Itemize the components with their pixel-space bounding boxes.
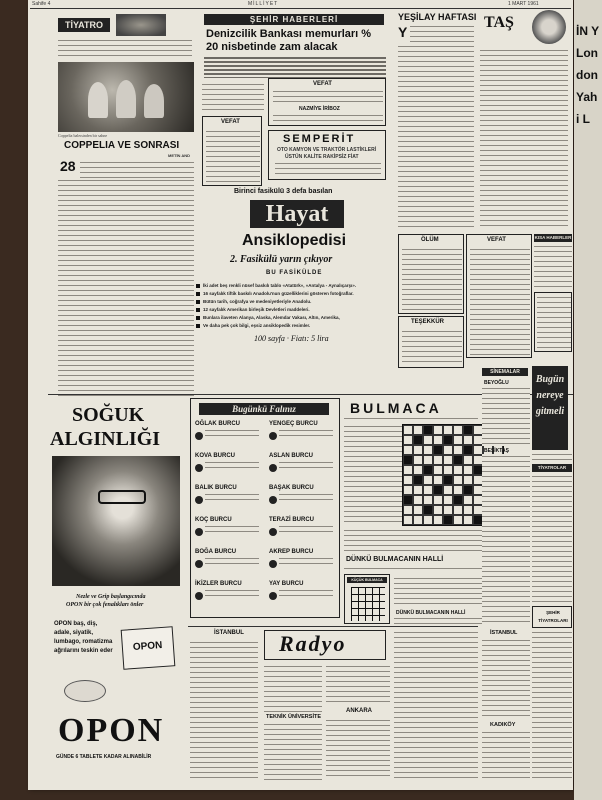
opon-slogan-1: Nezle ve Grip başlangıcında bbox=[76, 594, 146, 600]
bugun-line-3: gitmeli bbox=[535, 406, 565, 417]
burc-item: BOĞA BURCU bbox=[195, 549, 263, 581]
kisa-box-text bbox=[537, 295, 571, 351]
coppelia-drop-cap: 28 bbox=[60, 158, 76, 174]
zodiac-icon bbox=[269, 496, 277, 504]
tiyatrolar-title: TİYATROLAR bbox=[532, 464, 572, 472]
burc-right-col bbox=[269, 421, 337, 613]
semperit-title: SEMPERİT bbox=[283, 133, 356, 145]
hayat-bu-fasikulde: BU FASİKÜLDE bbox=[266, 270, 323, 276]
radyo-col-3 bbox=[326, 664, 390, 704]
burc-item: YENGEÇ BURCU bbox=[269, 421, 337, 453]
radyo-istanbul-list-2 bbox=[264, 664, 322, 712]
tiyatrolar-list bbox=[532, 474, 572, 604]
coppelia-text-2 bbox=[58, 178, 194, 396]
kadikoy-list bbox=[482, 730, 530, 780]
radyo-rule bbox=[188, 626, 478, 627]
ballet-photo bbox=[58, 62, 194, 132]
radyo-title: Radyo bbox=[279, 631, 347, 656]
bulmaca-sub bbox=[344, 416, 478, 422]
coppelia-text-1 bbox=[80, 160, 194, 178]
hayat-item: 12 sayfalık Amerikan birleşik Devletleri maddeleri. bbox=[196, 306, 392, 314]
vefat-2-text bbox=[273, 89, 383, 105]
radyo-ankara: ANKARA bbox=[346, 708, 372, 714]
paper-name: MİLLİYET bbox=[248, 1, 279, 7]
hayat-item: 16 sayfalık tiftik baskılı Anadolu'nun güzelliklerini gösteren fotoğraflar. bbox=[196, 290, 392, 298]
tesekkur-title: TEŞEKKÜR bbox=[411, 319, 445, 325]
hayat-pre: Birinci fasikülü 3 defa basılan bbox=[234, 188, 333, 195]
radyo-ankara-list bbox=[326, 718, 390, 780]
radyo-header-box bbox=[264, 630, 386, 660]
soguk-line2: ALGINLIĞI bbox=[50, 428, 161, 450]
burc-item: TERAZİ BURCU bbox=[269, 517, 337, 549]
zodiac-icon bbox=[195, 560, 203, 568]
radyo-teknik: TEKNİK ÜNİVERSİTE bbox=[266, 714, 322, 720]
vefat-1-text bbox=[206, 129, 260, 183]
opon-brand: OPON bbox=[58, 712, 165, 749]
bulmaca-clues-left bbox=[344, 424, 402, 524]
vefat-2-text-b bbox=[273, 113, 383, 123]
coppelia-heading: COPPELIA VE SONRASI bbox=[64, 140, 180, 151]
tiyatro-title: TİYATRO bbox=[58, 18, 110, 32]
kucuk-bulmaca-title: KÜÇÜK BULMACA bbox=[347, 577, 387, 583]
ballet-photo-caption: Coppelia baleısinden bir sahne bbox=[58, 133, 108, 138]
tasi-text bbox=[480, 48, 568, 230]
issue-date: 1 MART 1961 bbox=[508, 1, 539, 7]
sinemalar-area-2: BEŞİKTAŞ bbox=[484, 448, 509, 454]
tasi-title: TAŞ bbox=[484, 14, 514, 31]
bugun-line-2: nereye bbox=[536, 390, 564, 401]
zodiac-icon bbox=[269, 432, 277, 440]
opon-box-icon bbox=[121, 626, 176, 670]
vefat-1-title: VEFAT bbox=[221, 119, 240, 125]
hayat-price: 100 sayfa · Fiatı: 5 lira bbox=[254, 334, 329, 343]
burc-title: Bugünkü Falınız bbox=[199, 403, 329, 415]
coppelia-author: METİN AND bbox=[168, 153, 191, 158]
sinemalar-area-1: BEYOĞLU bbox=[484, 380, 509, 386]
bulmaca-solved-text bbox=[344, 566, 504, 572]
hayat-item: Ve daha pek çok bilgi, eşsiz ansiklopedik resimler. bbox=[196, 322, 392, 330]
kucuk-bulmaca bbox=[344, 574, 390, 624]
page-label: Sahife 4 bbox=[32, 1, 51, 7]
tesekkur-box bbox=[398, 316, 464, 368]
burc-left-col bbox=[195, 421, 263, 613]
yesilay-title: YEŞİLAY HAFTASI bbox=[398, 12, 477, 22]
kadikoy-title: KADIKÖY bbox=[490, 722, 516, 728]
kisa-text bbox=[534, 244, 572, 290]
hayat-subtitle: Ansiklopedisi bbox=[242, 232, 347, 249]
istanbul-cinema-title: İSTANBUL bbox=[490, 630, 518, 636]
tiyatro-intro-text bbox=[58, 38, 192, 60]
cartoon-face-icon bbox=[532, 10, 566, 44]
tesekkur-text bbox=[402, 329, 462, 365]
bugun-text bbox=[532, 452, 572, 462]
radyo-istanbul-list bbox=[190, 640, 258, 780]
burc-item: BAŞAK BURCU bbox=[269, 485, 337, 517]
burc-item: AKREP BURCU bbox=[269, 549, 337, 581]
sehir-text bbox=[204, 56, 386, 78]
bulmaca-sag: DÜNKÜ BULMACANIN HALLİ bbox=[396, 610, 466, 616]
vefat-box-2 bbox=[268, 78, 386, 126]
burc-item: BALIK BURCU bbox=[195, 485, 263, 517]
zodiac-icon bbox=[269, 592, 277, 600]
adjacent-page bbox=[574, 0, 602, 800]
sinemalar-list-1 bbox=[482, 386, 530, 446]
burc-item: İKİZLER BURCU bbox=[195, 581, 263, 613]
vefat-3-title: VEFAT bbox=[487, 237, 506, 243]
zodiac-icon bbox=[195, 528, 203, 536]
kisa-haberler-title: KISA HABERLER bbox=[534, 235, 572, 240]
vefat-2-name: NAZMİYE İRİBOZ bbox=[299, 106, 340, 112]
hayat-item: Bütün tarih, coğrafya ve medeniyetleriyle Anadolu. bbox=[196, 298, 392, 306]
bugun-line-1: Bugün bbox=[535, 374, 565, 385]
hayat-items bbox=[196, 282, 392, 330]
semperit-line1: OTO KAMYON VE TRAKTÖR LASTİKLERİ bbox=[277, 147, 377, 153]
vefat-2-title: VEFAT bbox=[313, 81, 332, 87]
vefat-3-text bbox=[470, 247, 530, 355]
radyo-col-4 bbox=[394, 630, 478, 780]
zodiac-icon bbox=[195, 592, 203, 600]
theatre-masks-icon bbox=[116, 14, 166, 36]
olum-box bbox=[398, 234, 464, 314]
glasses-icon bbox=[98, 490, 146, 504]
bulmaca-solved-title: DÜNKÜ BULMACANIN HALLİ bbox=[346, 556, 444, 563]
sehir-haberleri-label: ŞEHİR HABERLERİ bbox=[204, 14, 384, 25]
soguk-line1: SOĞUK bbox=[72, 404, 145, 426]
sehir-text-2 bbox=[202, 82, 264, 114]
yesilay-drop-cap: Y bbox=[398, 24, 408, 40]
zodiac-icon bbox=[195, 432, 203, 440]
sehir-tiyatrolari-title: ŞEHİR TİYATROLARI bbox=[538, 610, 568, 623]
sehir-tiyatrolari-list bbox=[532, 630, 572, 780]
burc-item: ASLAN BURCU bbox=[269, 453, 337, 485]
yesilay-text-1 bbox=[410, 24, 474, 44]
radyo-istanbul: İSTANBUL bbox=[214, 630, 244, 636]
masthead-rule bbox=[30, 8, 571, 9]
hayat-tagline: 2. Fasikülü yarın çıkıyor bbox=[230, 254, 333, 265]
burc-item: YAY BURCU bbox=[269, 581, 337, 613]
semperit-text bbox=[275, 161, 381, 177]
olum-title: ÖLÜM bbox=[421, 237, 439, 243]
hayat-item: İki adet beş renkli nüsef baskılı tablo «Atatürk», «Antalya - Aynalıçarşı». bbox=[196, 282, 392, 290]
bulmaca-title: BULMACA bbox=[350, 400, 442, 416]
zodiac-icon bbox=[269, 560, 277, 568]
vefat-box-1 bbox=[202, 116, 262, 186]
hayat-item: Bunlara ilaveten Alanya, Alaska, Alemdar Vakası, Altın, Amerika, bbox=[196, 314, 392, 322]
opon-footer: GÜNDE 6 TABLETE KADAR ALINABİLİR bbox=[56, 754, 152, 760]
opon-box-label: OPON bbox=[132, 640, 163, 654]
opon-slogan-2: OPON bir çok fenalıkları önler bbox=[66, 602, 144, 608]
bulmaca-clues-bottom bbox=[344, 528, 504, 554]
bugun-nereye-box bbox=[532, 366, 568, 450]
radyo-teknik-list bbox=[264, 722, 322, 780]
small-grid bbox=[351, 587, 385, 621]
vefat-box-3 bbox=[466, 234, 532, 358]
sinemalar-title: SİNEMALAR bbox=[482, 368, 528, 376]
zodiac-icon bbox=[269, 464, 277, 472]
sinemalar-list-2 bbox=[482, 454, 530, 624]
burc-item: KOÇ BURCU bbox=[195, 517, 263, 549]
burc-section bbox=[190, 398, 340, 618]
zodiac-icon bbox=[269, 528, 277, 536]
burc-item: OĞLAK BURCU bbox=[195, 421, 263, 453]
semperit-ad bbox=[268, 130, 386, 180]
opon-features: OPON baş, diş, adale, siyatik, lumbago, romatizma ağrılarını teskin eder bbox=[54, 621, 113, 654]
newspaper-page bbox=[28, 0, 573, 790]
man-sneezing-photo bbox=[52, 456, 180, 586]
sehir-headline: Denizcilik Bankası memurları % 20 nisbetinde zam alacak bbox=[206, 28, 372, 53]
adjacent-page-text: İN Y London Yahi L bbox=[576, 24, 599, 126]
pill-tin-icon bbox=[64, 680, 106, 702]
olum-text bbox=[402, 247, 462, 311]
istanbul-cinema-list bbox=[482, 638, 530, 718]
yesilay-text-2 bbox=[398, 44, 474, 230]
hayat-title: Hayat bbox=[250, 200, 344, 228]
zodiac-icon bbox=[195, 496, 203, 504]
sehir-tiyatrolari-box bbox=[532, 606, 572, 628]
kisa-box bbox=[534, 292, 572, 352]
zodiac-icon bbox=[195, 464, 203, 472]
semperit-line2: ÜSTÜN KALİTE RAKİPSİZ FİAT bbox=[285, 154, 359, 160]
burc-item: KOVA BURCU bbox=[195, 453, 263, 485]
